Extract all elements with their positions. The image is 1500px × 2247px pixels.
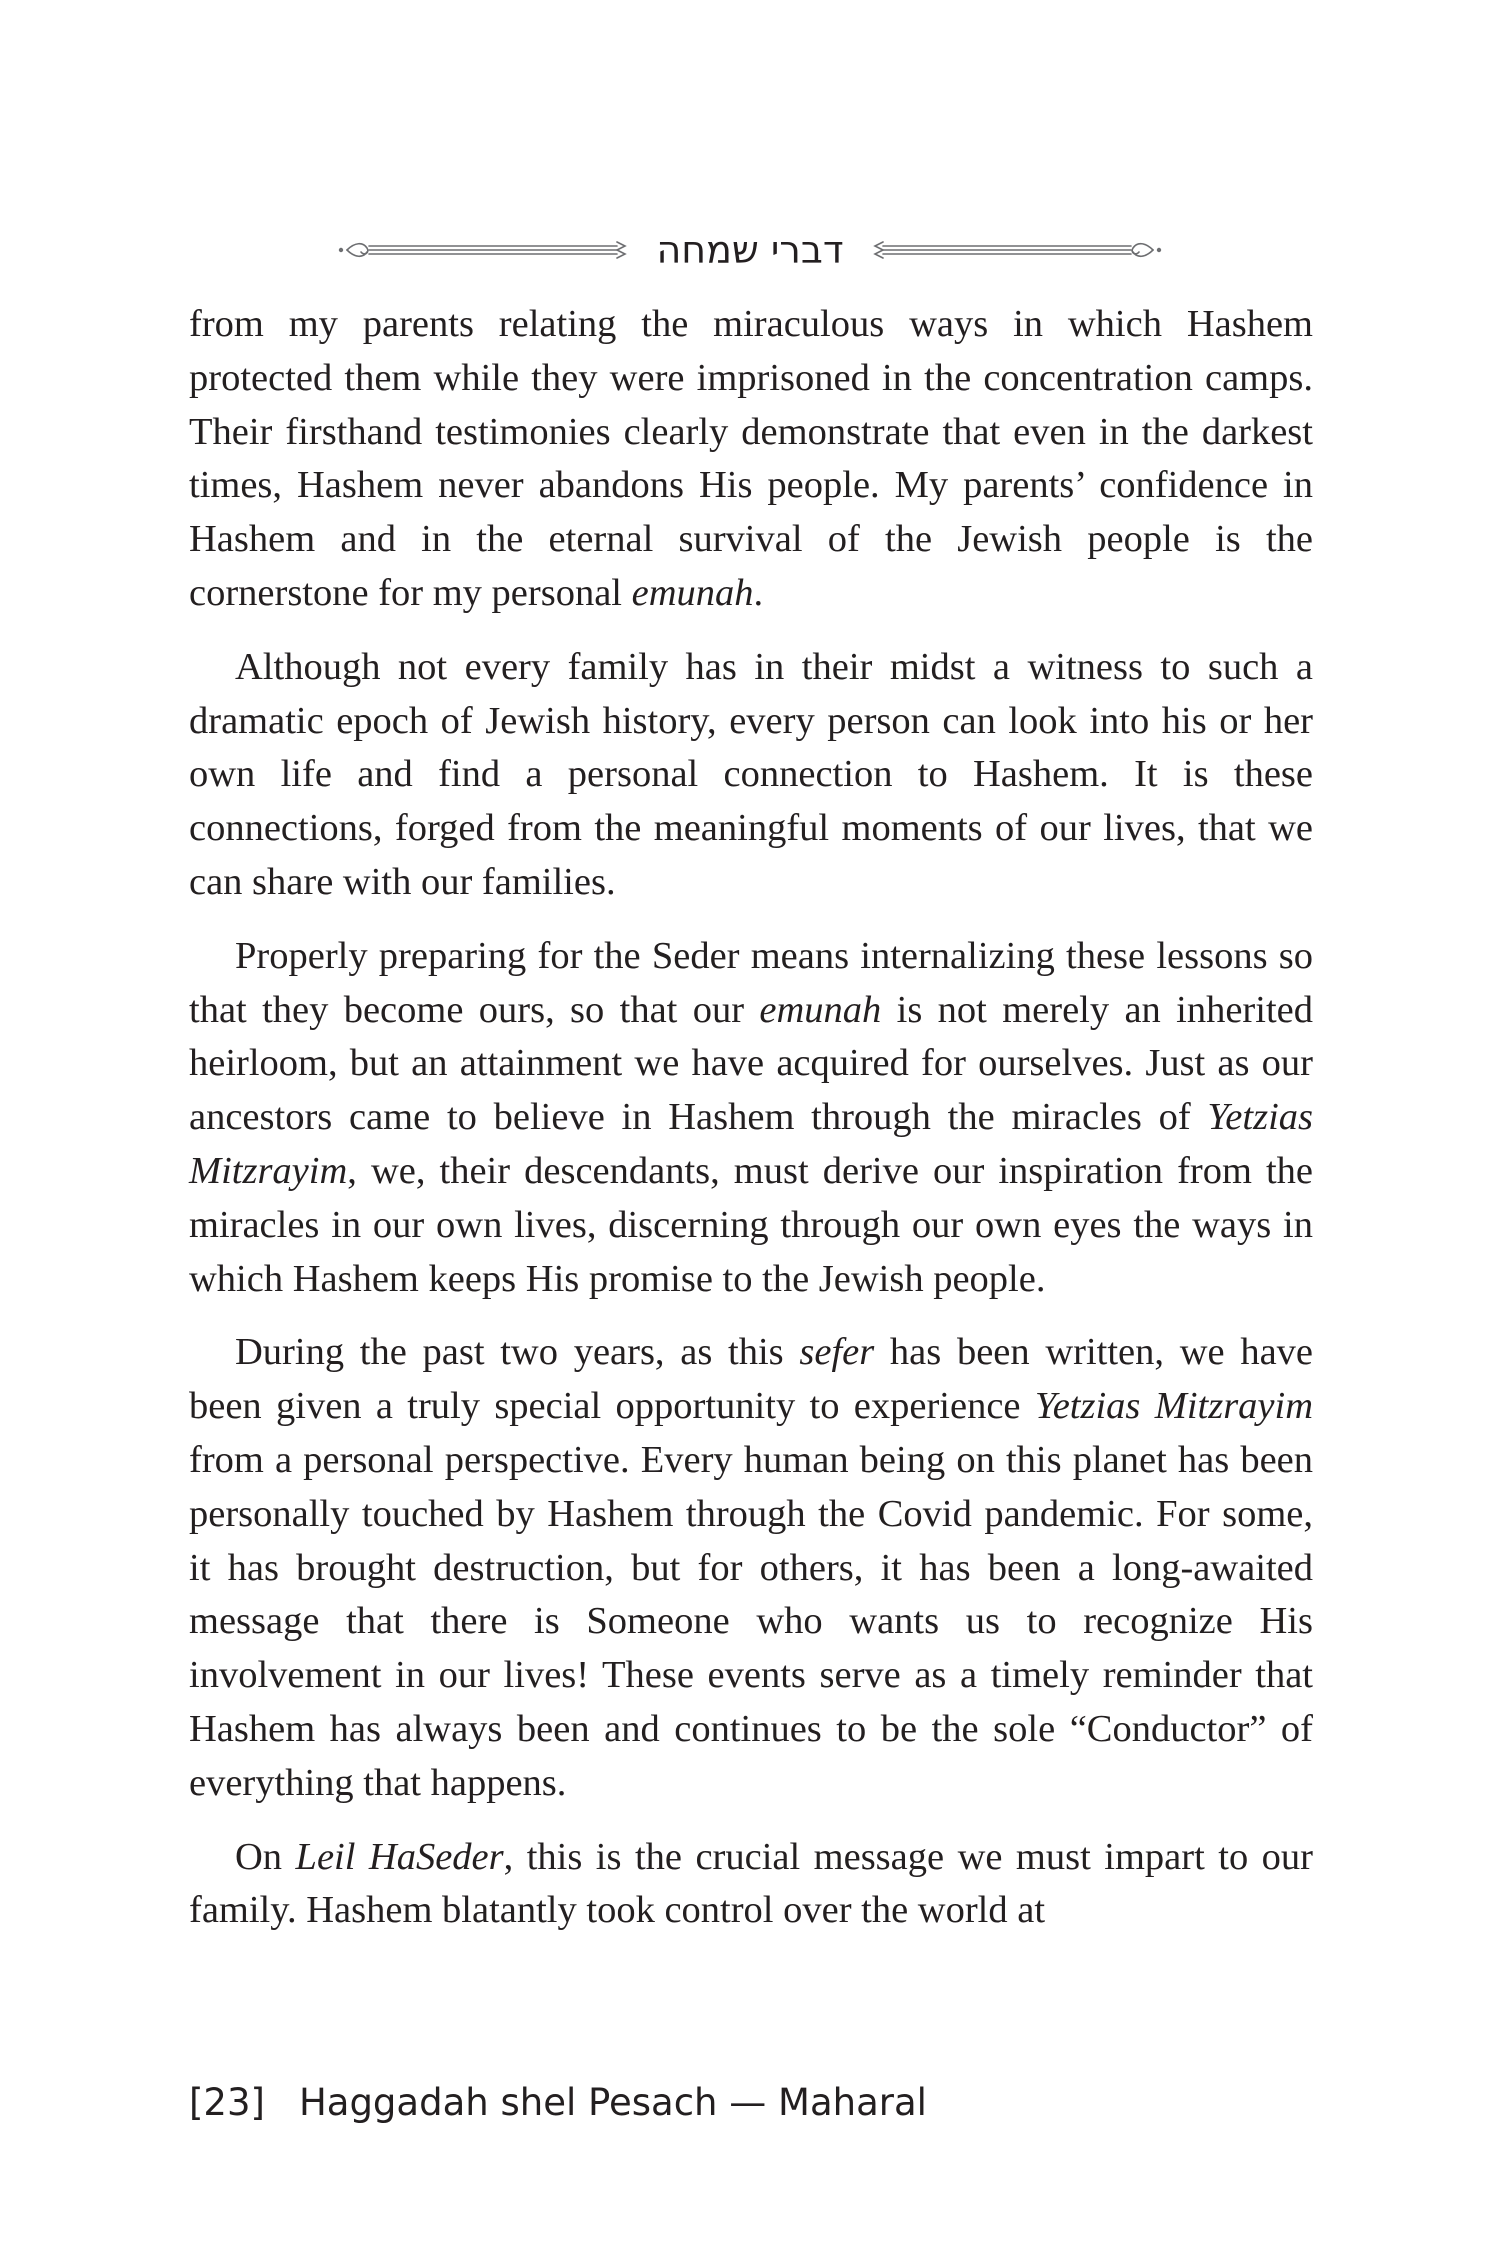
italic-term: emunah	[759, 988, 882, 1031]
italic-term: Yetzias Mitzrayim	[1034, 1385, 1314, 1428]
text-run: , we, their descendants, must derive our inspiration from the miracles in our own lives, discerning through our own eyes the ways in which Hashem keeps His promise to the Jewish people.	[189, 1149, 1313, 1300]
text-run: has been written, we have been given a truly special opportunity to experience	[189, 1331, 1313, 1428]
italic-term: Yetzias Mitzrayim	[189, 1096, 1313, 1192]
text-run: is not merely an inherited heirloom, but an attainment we have acquired for ourselves. Just as our ancestors came to believe in Hashem through the miracles of	[189, 988, 1313, 1139]
running-header-title: דברי שמחה	[656, 228, 844, 272]
text-run: , this is the crucial message we must impart to our family. Hashem blatantly took control over the world at	[189, 1835, 1313, 1932]
text-run: Properly preparing for the Seder means internalizing these lessons so that they become ours, so that our	[189, 934, 1313, 1031]
paragraph	[189, 1326, 1313, 1810]
running-header	[335, 222, 1165, 278]
paragraph	[189, 298, 1313, 621]
paragraph	[189, 641, 1313, 910]
page-number: [23]	[189, 2081, 265, 2124]
text-run: from a personal perspective. Every human being on this planet has been personally touched by Hashem through the Covid pandemic. For some, it has brought destruction, but for others, it has been a long-awaited message that there is Someone who wants us to recognize His involvement in our lives! These events serve as a timely reminder that Hashem has always been and continues to be the sole “Conductor” of everything that happens.	[189, 1438, 1313, 1804]
italic-term: emunah	[631, 571, 754, 614]
italic-term: sefer	[799, 1331, 875, 1374]
text-run: .	[753, 571, 764, 614]
book-title: Haggadah shel Pesach — Maharal	[298, 2081, 927, 2124]
text-run: On	[235, 1835, 296, 1878]
text-run: Although not every family has in their midst a witness to such a dramatic epoch of Jewish history, every person can look into his or her own life and find a personal connection to Hashem. It is these connections, forged from the meaningful moments of our lives, that we can share with our families.	[189, 645, 1313, 903]
paragraph	[189, 930, 1313, 1307]
page-footer	[189, 2080, 927, 2126]
body-text	[189, 298, 1313, 1958]
paragraph	[189, 1831, 1313, 1939]
italic-term: Leil HaSeder	[295, 1835, 504, 1878]
text-run: During the past two years, as this	[235, 1331, 800, 1374]
text-run: from my parents relating the miraculous ways in which Hashem protected them while they were imprisoned in the concentration camps. Their firsthand testimonies clearly demonstrate that even in the darkest times, Hashem never abandons His people. My parents’ confidence in Hashem and in the eternal survival of the Jewish people is the cornerstone for my personal	[189, 303, 1313, 614]
